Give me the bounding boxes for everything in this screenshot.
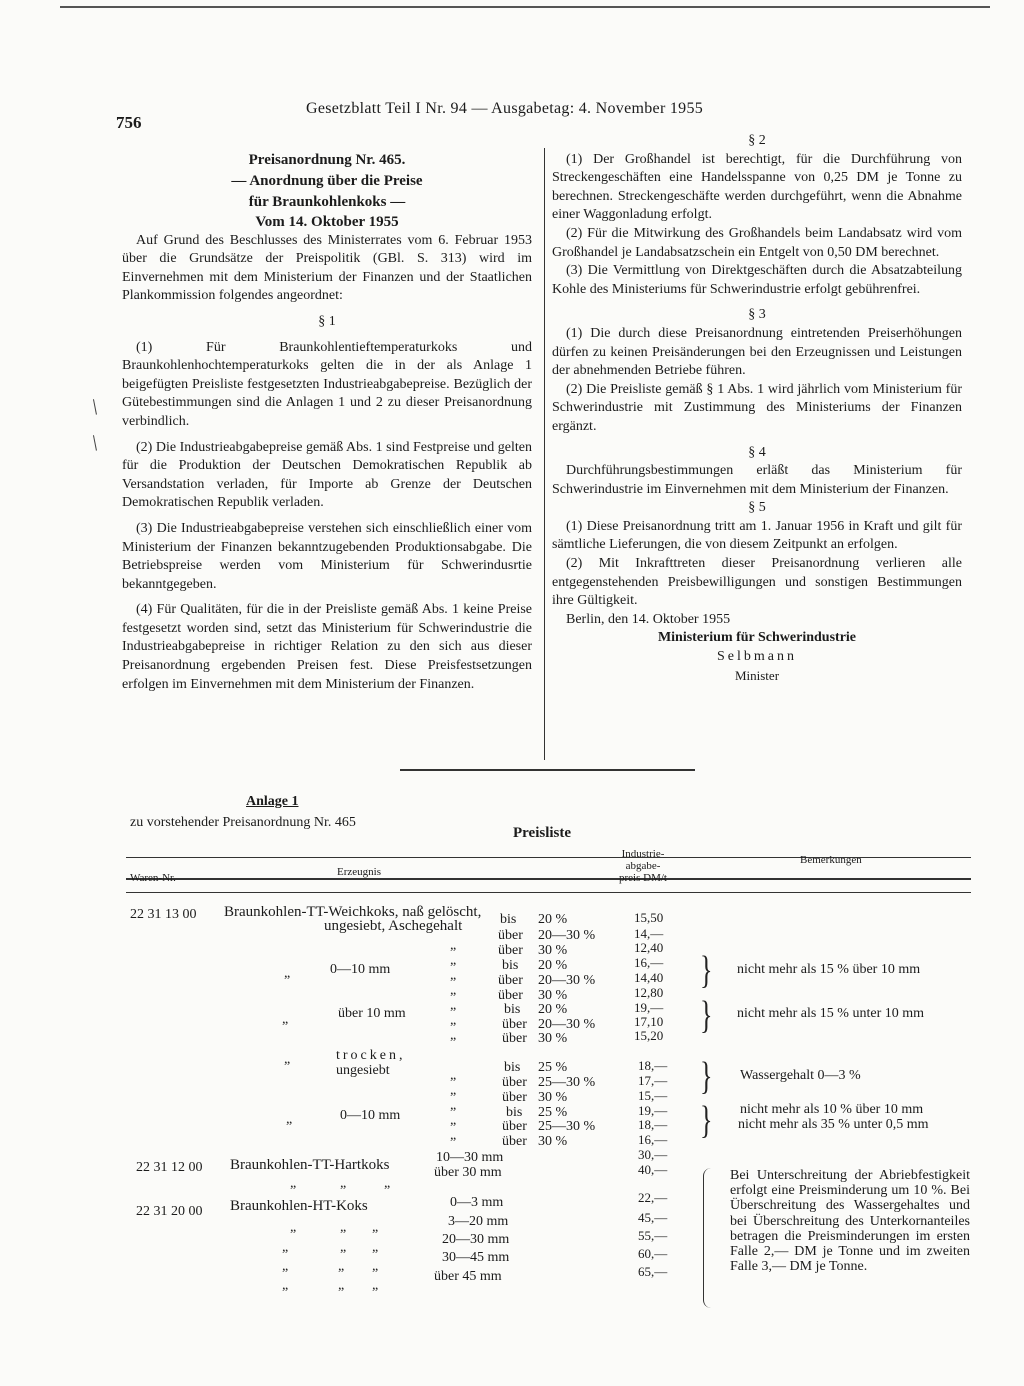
ditto-mark: „ bbox=[384, 1176, 391, 1191]
range-label: über bbox=[502, 1017, 527, 1032]
brace: } bbox=[700, 948, 713, 992]
product-variant: ungesiebt bbox=[336, 1063, 390, 1078]
header-product: Erzeugnis bbox=[337, 866, 381, 878]
section-5-para-2: (2) Mit Inkrafttreten dieser Preisanordnung verlieren alle entgegenstehenden Preisbewilligungen und sonstigen Bestimmungen ihre Gültigkeit. bbox=[552, 556, 962, 609]
price-cell: 17,— bbox=[638, 1073, 668, 1088]
header-remarks: Bemerkungen bbox=[800, 854, 862, 866]
range-label: bis bbox=[506, 1105, 523, 1120]
section-5-para-1: (1) Diese Preisanordnung tritt am 1. Januar 1956 in Kraft und gilt für sämtliche Lieferungen, die von diesem Zeitpunkt an erfolgen. bbox=[552, 518, 962, 553]
section-1-heading: § 1 bbox=[318, 313, 336, 329]
section-1-para-2: (2) Die Industrieabgabepreise gemäß Abs. 1 sind Festpreise und gelten für die Produktion der Deutschen Demokratischen Republik ab Versandstation verladen, für Importe ab Grenze der Deutschen Demokratischen Republik verladen. bbox=[122, 439, 532, 511]
ditto-mark: „ bbox=[372, 1220, 379, 1235]
size-range: 0—10 mm bbox=[340, 1108, 401, 1123]
section-2-para-1: (1) Der Großhandel ist berechtigt, für die Durchführung von Streckengeschäften eine Handelsspanne von 0,25 DM je Tonne zu berechnen. Streckengeschäfte werden durchgeführt, wenn die Abnahme einer Waggonladung erfolgt. bbox=[552, 151, 962, 223]
price-cell: 30,— bbox=[638, 1147, 668, 1162]
brace: } bbox=[700, 1054, 713, 1098]
section-4-heading: § 4 bbox=[748, 444, 766, 460]
ash-value: 20—30 % bbox=[538, 1017, 596, 1032]
ditto-mark: „ bbox=[450, 953, 457, 968]
price-cell: 15,— bbox=[638, 1088, 668, 1103]
price-cell: 45,— bbox=[638, 1210, 668, 1225]
section-3-para-2: (2) Die Preisliste gemäß § 1 Abs. 1 wird jährlich vom Ministerium für Schwerindustrie mit Zustimmung des Ministeriums der Finanzen ergänzt. bbox=[552, 381, 962, 434]
price-cell: 19,— bbox=[638, 1103, 668, 1118]
price-cell: 16,— bbox=[638, 1132, 668, 1147]
ditto-mark: „ bbox=[450, 938, 457, 953]
size-range: 30—45 mm bbox=[442, 1250, 510, 1265]
brace: } bbox=[700, 1098, 713, 1142]
section-1-para-3: (3) Die Industrieabgabepreise verstehen sich einschließlich einer vom Ministerium der Finanzen bekanntzugebenden Produktionsabgabe. Die Betriebspreise werden vom Ministerium für Schwerindusrtie bekanntgegeben. bbox=[122, 520, 532, 592]
section-1-para-1: (1) Für Braunkohlentieftemperaturkoks und Braunkohlenhochtemperaturkoks gelten die in der als Anlage 1 beigefügten Preisliste festgesetzten Industrieabgabepreise. Bezüglich der Gütebestimmungen sind die Anlagen 1 und 2 zu dieser Preisanordnung verbindlich. bbox=[122, 339, 532, 429]
annex-subtitle: zu vorstehender Preisanordnung Nr. 465 bbox=[130, 815, 356, 830]
price-cell: 40,— bbox=[638, 1162, 668, 1177]
water-value: 30 % bbox=[538, 1134, 568, 1149]
ditto-mark: „ bbox=[372, 1259, 379, 1274]
signer-name: Selbmann bbox=[717, 649, 797, 665]
remark-brace-long bbox=[703, 1168, 714, 1308]
ditto-mark: „ bbox=[290, 1176, 297, 1191]
item-number: 22 31 20 00 bbox=[136, 1204, 203, 1219]
remark: Wassergehalt 0—3 % bbox=[740, 1068, 861, 1083]
title-line-2: — Anordnung über die Preise bbox=[231, 173, 423, 189]
product-qualifier: ungesiebt, Aschegehalt bbox=[324, 918, 463, 934]
remark-ht-koks: Bei Unterschreitung der Abriebfestigkeit erfolgt eine Preisminderung um 10 %. Bei Überschreitung des Wassergehaltes und bei Überschreitung des Unterkornanteiles betragen die Preisminderungen im ersten Falle 2,— DM je Tonne und im zweiten Falle 3,— DM je Tonne. bbox=[730, 1168, 970, 1275]
header-item-number: Waren-Nr. bbox=[130, 872, 176, 884]
ditto-mark: „ bbox=[340, 1176, 347, 1191]
size-range: 10—30 mm bbox=[436, 1150, 504, 1165]
product-name: Braunkohlen-TT-Hartkoks bbox=[230, 1157, 390, 1173]
size-range: 3—20 mm bbox=[448, 1214, 509, 1229]
margin-mark: / bbox=[85, 394, 104, 419]
section-2-para-3: (3) Die Vermittlung von Direktgeschäften durch die Absatzabteilung Kohle des Ministeriums für Schwerindustrie erfolgt gebührenfrei. bbox=[552, 263, 962, 297]
ditto-mark: „ bbox=[450, 1068, 457, 1083]
size-range: über 45 mm bbox=[434, 1269, 502, 1284]
ash-value: 20 % bbox=[538, 958, 568, 973]
ditto-mark: „ bbox=[372, 1278, 379, 1293]
header-price-line-3: preis DM/t bbox=[619, 872, 667, 884]
price-cell: 12,80 bbox=[634, 985, 664, 1000]
range-label: bis bbox=[500, 912, 517, 927]
header-price-line-2: abgabe- bbox=[625, 860, 661, 872]
ditto-mark: „ bbox=[450, 1113, 457, 1128]
range-label: über bbox=[498, 973, 523, 988]
item-number: 22 31 12 00 bbox=[136, 1160, 203, 1175]
size-range: 0—10 mm bbox=[330, 962, 391, 977]
ash-value: 20 % bbox=[538, 1002, 568, 1017]
ditto-mark: „ bbox=[338, 1259, 345, 1274]
water-value: 25—30 % bbox=[538, 1119, 596, 1134]
remark: nicht mehr als 15 % unter 10 mm bbox=[737, 1006, 925, 1021]
remark: nicht mehr als 15 % über 10 mm bbox=[737, 962, 921, 977]
annex-title: Anlage 1 bbox=[246, 794, 299, 809]
price-cell: 15,50 bbox=[634, 910, 664, 925]
section-2-para-2: (2) Für die Mitwirkung des Großhandels beim Landabsatz wird vom Großhandel je Landabsatzschein ein Entgelt von 0,50 DM berechnet. bbox=[552, 225, 962, 260]
ditto-mark: „ bbox=[284, 966, 291, 981]
remark: nicht mehr als 10 % über 10 mm bbox=[740, 1102, 924, 1117]
size-range: 0—3 mm bbox=[450, 1195, 504, 1210]
ditto-mark: „ bbox=[286, 1112, 293, 1127]
ditto-mark: „ bbox=[290, 1220, 297, 1235]
header-price-line-1: Industrie- bbox=[621, 848, 665, 860]
price-cell: 55,— bbox=[638, 1228, 668, 1243]
page-number: 756 bbox=[116, 113, 142, 132]
size-range: 20—30 mm bbox=[442, 1232, 510, 1247]
title-line-1: Preisanordnung Nr. 465. bbox=[248, 152, 406, 168]
range-label: bis bbox=[504, 1002, 521, 1017]
water-value: 25 % bbox=[538, 1060, 568, 1075]
ditto-mark: „ bbox=[282, 1259, 289, 1274]
section-3-para-1: (1) Die durch diese Preisanordnung eintretenden Preiserhöhungen dürfen zu keinen Preisänderungen bei den Erzeugnissen und Leistungen der abnehmenden Betriebe führen. bbox=[552, 325, 962, 379]
range-label: über bbox=[502, 1090, 527, 1105]
price-cell: 65,— bbox=[638, 1264, 668, 1279]
ditto-mark: „ bbox=[450, 1028, 457, 1043]
ash-value: 20—30 % bbox=[538, 928, 596, 943]
ash-value: 20 % bbox=[538, 912, 568, 927]
price-cell: 18,— bbox=[638, 1117, 668, 1132]
section-2-heading: § 2 bbox=[748, 133, 766, 148]
signer-role: Minister bbox=[734, 667, 780, 683]
right-column bbox=[552, 132, 962, 685]
section-5-heading: § 5 bbox=[748, 500, 766, 516]
range-label: über bbox=[502, 1031, 527, 1046]
price-cell: 14,— bbox=[634, 926, 664, 941]
ditto-mark: „ bbox=[450, 1083, 457, 1098]
range-label: bis bbox=[504, 1060, 521, 1075]
range-label: über bbox=[502, 1134, 527, 1149]
title-line-3: für Braunkohlenkoks — bbox=[248, 194, 406, 210]
price-cell: 60,— bbox=[638, 1246, 668, 1261]
section-3-heading: § 3 bbox=[748, 307, 766, 323]
range-label: über bbox=[498, 943, 523, 958]
ditto-mark: „ bbox=[450, 1098, 457, 1113]
range-label: bis bbox=[502, 958, 519, 973]
size-range: über 30 mm bbox=[434, 1165, 502, 1180]
price-cell: 14,40 bbox=[634, 970, 664, 985]
price-list-title: Preisliste bbox=[513, 825, 572, 841]
price-cell: 19,— bbox=[634, 1000, 664, 1015]
section-1-para-4: (4) Für Qualitäten, für die in der Preisliste gemäß Abs. 1 keine Preise festgesetzt worden sind, setzt das Ministerium für Schwerindustrie die Industrieabgabepreise in richtiger Relation zu den sich aus dieser Preisanordnung ergebenden Preisen fest. Diese Preisfestsetzungen erfolgen im Einvernehmen mit dem Ministerium der Finanzen. bbox=[122, 602, 532, 692]
column-rule bbox=[544, 148, 545, 760]
ditto-mark: „ bbox=[450, 1128, 457, 1143]
signing-ministry: Ministerium für Schwerindustrie bbox=[657, 630, 857, 646]
ditto-mark: „ bbox=[282, 1240, 289, 1255]
ditto-mark: „ bbox=[340, 1240, 347, 1255]
water-value: 25—30 % bbox=[538, 1075, 596, 1090]
ditto-mark: „ bbox=[450, 983, 457, 998]
ash-value: 30 % bbox=[538, 988, 568, 1003]
left-column bbox=[122, 150, 532, 694]
top-rule bbox=[60, 6, 990, 8]
range-label: über bbox=[498, 928, 523, 943]
price-cell: 16,— bbox=[634, 955, 664, 970]
range-label: über bbox=[498, 988, 523, 1003]
ordinance-date: Vom 14. Oktober 1955 bbox=[255, 214, 399, 230]
product-name: Braunkohlen-HT-Koks bbox=[230, 1198, 368, 1214]
brace: } bbox=[700, 993, 713, 1037]
remark: nicht mehr als 35 % unter 0,5 mm bbox=[738, 1117, 929, 1132]
product-variant: trocken, bbox=[336, 1048, 406, 1063]
ditto-mark: „ bbox=[372, 1240, 379, 1255]
preamble: Auf Grund des Beschlusses des Ministerrates vom 6. Februar 1953 über die Grundsätze der Preispolitik (GBl. S. 313) wird im Einvernehmen mit dem Ministerium der Finanzen und der Staatlichen Plankommission folgendes angeordnet: bbox=[122, 232, 532, 304]
price-cell: 22,— bbox=[638, 1190, 668, 1205]
range-label: über bbox=[502, 1119, 527, 1134]
range-label: über bbox=[502, 1075, 527, 1090]
product-name: Braunkohlen-TT-Weichkoks, naß gelöscht, bbox=[224, 904, 482, 920]
water-value: 30 % bbox=[538, 1090, 568, 1105]
price-cell: 15,20 bbox=[634, 1028, 664, 1043]
section-4-para-1: Durchführungsbestimmungen erläßt das Ministerium für Schwerindustrie im Einvernehmen mit dem Ministerium der Finanzen. bbox=[552, 463, 962, 497]
price-cell: 18,— bbox=[638, 1058, 668, 1073]
ash-value: 30 % bbox=[538, 943, 568, 958]
table-header-rule bbox=[126, 878, 971, 880]
margin-mark: / bbox=[85, 430, 104, 455]
header-price bbox=[604, 848, 682, 884]
place-date: Berlin, den 14. Oktober 1955 bbox=[566, 611, 731, 627]
separator-line bbox=[400, 769, 695, 771]
ash-value: 20—30 % bbox=[538, 973, 596, 988]
ditto-mark: „ bbox=[282, 1278, 289, 1293]
ditto-mark: „ bbox=[450, 998, 457, 1013]
price-cell: 12,40 bbox=[634, 940, 664, 955]
ditto-mark: „ bbox=[340, 1220, 347, 1235]
water-value: 25 % bbox=[538, 1105, 568, 1120]
price-cell: 17,10 bbox=[634, 1014, 664, 1029]
ditto-mark: „ bbox=[450, 968, 457, 983]
ditto-mark: „ bbox=[338, 1278, 345, 1293]
ditto-mark: „ bbox=[282, 1012, 289, 1027]
table-sub-rule bbox=[126, 892, 971, 893]
ditto-mark: „ bbox=[450, 1013, 457, 1028]
item-number: 22 31 13 00 bbox=[130, 907, 197, 922]
ditto-mark: „ bbox=[284, 1052, 291, 1067]
size-range: über 10 mm bbox=[338, 1006, 406, 1021]
ash-value: 30 % bbox=[538, 1031, 568, 1046]
running-head: Gesetzblatt Teil I Nr. 94 — Ausgabetag: 4. November 1955 bbox=[306, 100, 704, 117]
